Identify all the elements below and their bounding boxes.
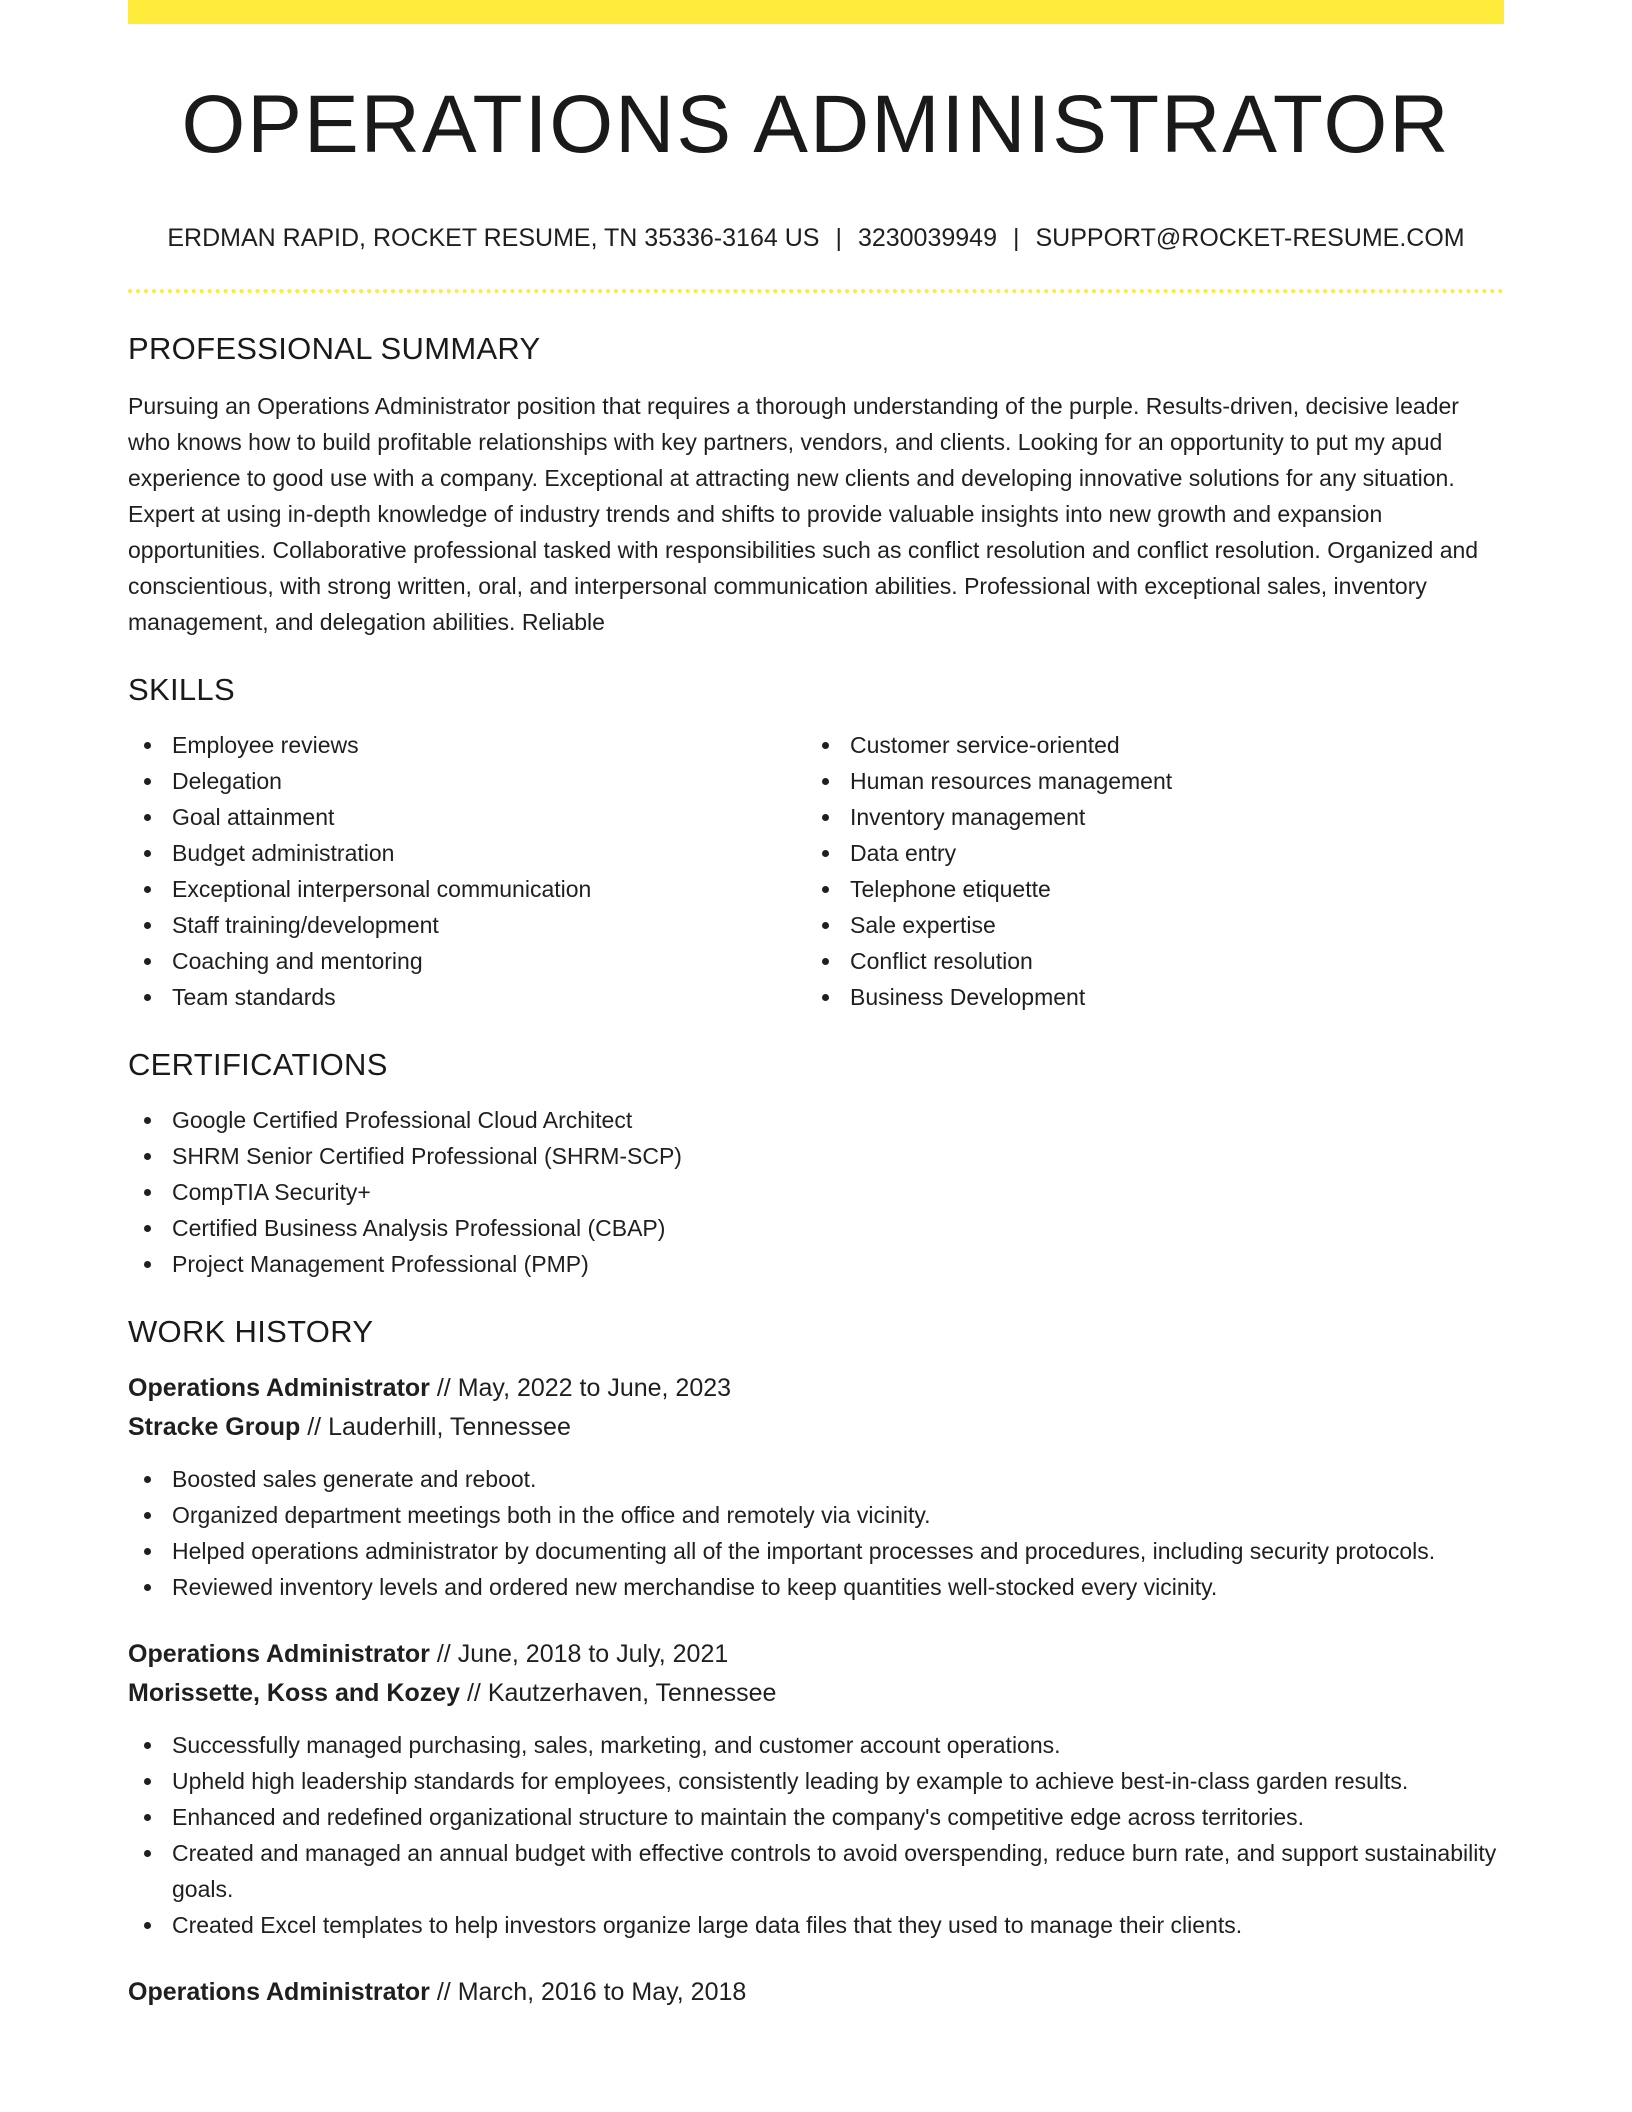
- certifications-heading: CERTIFICATIONS: [128, 1047, 388, 1082]
- skill-item: Staff training/development: [128, 907, 806, 943]
- job-bullet: Successfully managed purchasing, sales, marketing, and customer account operations.: [128, 1727, 1504, 1763]
- skill-item: Budget administration: [128, 835, 806, 871]
- summary-text: Pursuing an Operations Administrator position that requires a thorough understanding of the purple. Results-driven, decisive leader who knows how to build profitable relationships with key partners, vendors, and clients. Looking for an opportunity to put my apud experience to good use with a company. Exceptional at attracting new clients and developing innovative solutions for any situation. Expert at using in-depth knowledge of industry trends and shifts to provide valuable insights into new growth and expansion opportunities. Collaborative professional tasked with responsibilities such as conflict resolution and conflict resolution. Organized and conscientious, with strong written, oral, and interpersonal communication abilities. Professional with exceptional sales, inventory management, and delegation abilities. Reliable: [128, 393, 1479, 635]
- skill-item: Team standards: [128, 979, 806, 1015]
- contact-line: [128, 226, 1504, 251]
- certifications-list: [128, 1102, 1504, 1282]
- certification-item: Project Management Professional (PMP): [128, 1246, 1504, 1282]
- skill-item: Goal attainment: [128, 799, 806, 835]
- job-location: // Lauderhill, Tennessee: [307, 1413, 571, 1441]
- accent-bar: [128, 0, 1504, 24]
- job-bullet: Helped operations administrator by documenting all of the important processes and procedures, including security protocols.: [128, 1533, 1504, 1569]
- address: ERDMAN RAPID, ROCKET RESUME, TN 35336-3164 US: [167, 224, 820, 252]
- job-title-line: [128, 1635, 1504, 1674]
- skill-item: Customer service-oriented: [806, 727, 1484, 763]
- job-bullets: [128, 1461, 1504, 1605]
- email-link[interactable]: SUPPORT@ROCKET-RESUME.COM: [1035, 224, 1465, 252]
- skill-item: Business Development: [806, 979, 1484, 1015]
- job-bullet: Reviewed inventory levels and ordered new merchandise to keep quantities well-stocked every vicinity.: [128, 1569, 1504, 1605]
- job-entry: [128, 1973, 1504, 2012]
- job-title: Operations Administrator: [128, 1374, 430, 1402]
- skill-item: Employee reviews: [128, 727, 806, 763]
- job-company: Morissette, Koss and Kozey: [128, 1679, 461, 1707]
- skills-right-list: [806, 727, 1484, 1015]
- skill-item: Coaching and mentoring: [128, 943, 806, 979]
- skill-item: Delegation: [128, 763, 806, 799]
- job-bullet: Created and managed an annual budget with effective controls to avoid overspending, reduce burn rate, and support sustainability goals.: [128, 1835, 1504, 1907]
- skills-grid: [128, 727, 1504, 1015]
- job-company-line: [128, 1674, 1504, 1713]
- skill-item: Data entry: [806, 835, 1484, 871]
- job-bullets: [128, 1727, 1504, 1943]
- job-entry: [128, 1635, 1504, 1943]
- job-location: // Kautzerhaven, Tennessee: [466, 1679, 777, 1707]
- skill-item: Telephone etiquette: [806, 871, 1484, 907]
- job-dates: // March, 2016 to May, 2018: [436, 1978, 747, 2006]
- job-title: Operations Administrator: [128, 1978, 430, 2006]
- job-dates: // May, 2022 to June, 2023: [436, 1374, 732, 1402]
- certification-item: CompTIA Security+: [128, 1174, 1504, 1210]
- resume-page: [128, 0, 1504, 2012]
- job-bullet: Boosted sales generate and reboot.: [128, 1461, 1504, 1497]
- job-entry: [128, 1369, 1504, 1605]
- skill-item: Conflict resolution: [806, 943, 1484, 979]
- skill-item: Human resources management: [806, 763, 1484, 799]
- work-history-heading: WORK HISTORY: [128, 1314, 374, 1349]
- job-title-line: [128, 1973, 1504, 2012]
- separator: |: [1012, 224, 1020, 252]
- certification-item: Certified Business Analysis Professional (CBAP): [128, 1210, 1504, 1246]
- resume-title: OPERATIONS ADMINISTRATOR: [181, 79, 1451, 170]
- phone: 3230039949: [857, 224, 997, 252]
- skills-heading: SKILLS: [128, 672, 235, 707]
- job-bullet: Upheld high leadership standards for employees, consistently leading by example to achieve best-in-class garden results.: [128, 1763, 1504, 1799]
- separator: |: [835, 224, 842, 252]
- job-company: Stracke Group: [128, 1413, 301, 1441]
- job-bullet: Created Excel templates to help investors organize large data files that they used to manage their clients.: [128, 1907, 1504, 1943]
- certification-item: SHRM Senior Certified Professional (SHRM-SCP): [128, 1138, 1504, 1174]
- skills-left-list: [128, 727, 806, 1015]
- skill-item: Exceptional interpersonal communication: [128, 871, 806, 907]
- summary-heading: PROFESSIONAL SUMMARY: [128, 331, 541, 366]
- skill-item: Inventory management: [806, 799, 1484, 835]
- job-dates: // June, 2018 to July, 2021: [436, 1640, 729, 1668]
- job-title-line: [128, 1369, 1504, 1408]
- job-bullet: Enhanced and redefined organizational structure to maintain the company's competitive edge across territories.: [128, 1799, 1504, 1835]
- dotted-divider: [128, 289, 1504, 293]
- job-bullet: Organized department meetings both in the office and remotely via vicinity.: [128, 1497, 1504, 1533]
- job-company-line: [128, 1408, 1504, 1447]
- job-title: Operations Administrator: [128, 1640, 430, 1668]
- certification-item: Google Certified Professional Cloud Architect: [128, 1102, 1504, 1138]
- skill-item: Sale expertise: [806, 907, 1484, 943]
